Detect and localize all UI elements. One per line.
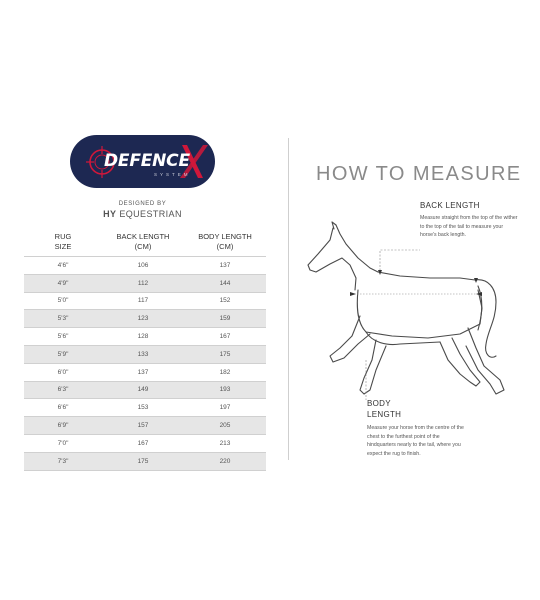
- cell-rug-size: 6'9": [24, 417, 102, 435]
- logo-word: DEFENCE: [104, 151, 190, 171]
- table-row: [24, 381, 266, 399]
- table-row: [24, 452, 266, 470]
- body-length-description: Measure your horse from the centre of the chest to the furthest point of the hindquarters nearly to the tail, where you expect the rug to finish.: [367, 425, 464, 457]
- cell-back-length: 153: [102, 399, 184, 417]
- cell-body-length: 175: [184, 345, 266, 363]
- cell-rug-size: 4'9": [24, 274, 102, 292]
- cell-rug-size: 6'6": [24, 399, 102, 417]
- cell-rug-size: 5'0": [24, 292, 102, 310]
- table-row: [24, 417, 266, 435]
- vertical-divider: [288, 138, 289, 460]
- column-header-rug-size: RUG SIZE: [54, 232, 72, 251]
- cell-body-length: 159: [184, 310, 266, 328]
- cell-body-length: 182: [184, 363, 266, 381]
- cell-rug-size: 7'0": [24, 434, 102, 452]
- table-row: [24, 328, 266, 346]
- cell-back-length: 137: [102, 363, 184, 381]
- defence-x-logo: [70, 135, 215, 188]
- table-row: [24, 292, 266, 310]
- cell-body-length: 197: [184, 399, 266, 417]
- cell-rug-size: 6'0": [24, 363, 102, 381]
- table-header-row: [24, 228, 266, 257]
- cell-rug-size: 4'6": [24, 257, 102, 275]
- size-chart-table: [24, 228, 266, 471]
- table-row: [24, 310, 266, 328]
- cell-back-length: 175: [102, 452, 184, 470]
- back-length-title: BACK LENGTH: [420, 201, 480, 210]
- cell-back-length: 123: [102, 310, 184, 328]
- table-row: [24, 345, 266, 363]
- column-header-body-length: BODY LENGTH (CM): [198, 232, 252, 251]
- cell-back-length: 167: [102, 434, 184, 452]
- designed-by-label: DESIGNED BY: [118, 201, 167, 207]
- cell-body-length: 144: [184, 274, 266, 292]
- cell-body-length: 167: [184, 328, 266, 346]
- back-length-description: Measure straight from the top of the wither to the top of the tail to measure your horse's back length.: [420, 215, 518, 239]
- cell-body-length: 193: [184, 381, 266, 399]
- cell-rug-size: 5'9": [24, 345, 102, 363]
- cell-body-length: 205: [184, 417, 266, 435]
- cell-back-length: 149: [102, 381, 184, 399]
- designer-mark: HY: [103, 209, 117, 219]
- column-header-back-length: BACK LENGTH (CM): [116, 232, 170, 251]
- cell-body-length: 213: [184, 434, 266, 452]
- body-length-title: BODY LENGTH: [367, 399, 402, 419]
- cell-back-length: 133: [102, 345, 184, 363]
- cell-rug-size: 7'3": [24, 452, 102, 470]
- table-row: [24, 434, 266, 452]
- how-to-measure-heading: HOW TO MEASURE: [316, 163, 522, 185]
- cell-body-length: 152: [184, 292, 266, 310]
- cell-body-length: 137: [184, 257, 266, 275]
- cell-back-length: 112: [102, 274, 184, 292]
- cell-back-length: 106: [102, 257, 184, 275]
- table-row: [24, 257, 266, 275]
- table-row: [24, 363, 266, 381]
- cell-body-length: 220: [184, 452, 266, 470]
- table-row: [24, 274, 266, 292]
- horse-illustration: [300, 220, 530, 420]
- cell-back-length: 128: [102, 328, 184, 346]
- cell-rug-size: 6'3": [24, 381, 102, 399]
- cell-rug-size: 5'6": [24, 328, 102, 346]
- cell-back-length: 117: [102, 292, 184, 310]
- designer-brand: [70, 209, 215, 219]
- cell-back-length: 157: [102, 417, 184, 435]
- designer-name: EQUESTRIAN: [119, 209, 182, 219]
- logo-sub: SYSTEM: [154, 172, 191, 177]
- table-row: [24, 399, 266, 417]
- cell-rug-size: 5'3": [24, 310, 102, 328]
- table-body: [24, 257, 266, 471]
